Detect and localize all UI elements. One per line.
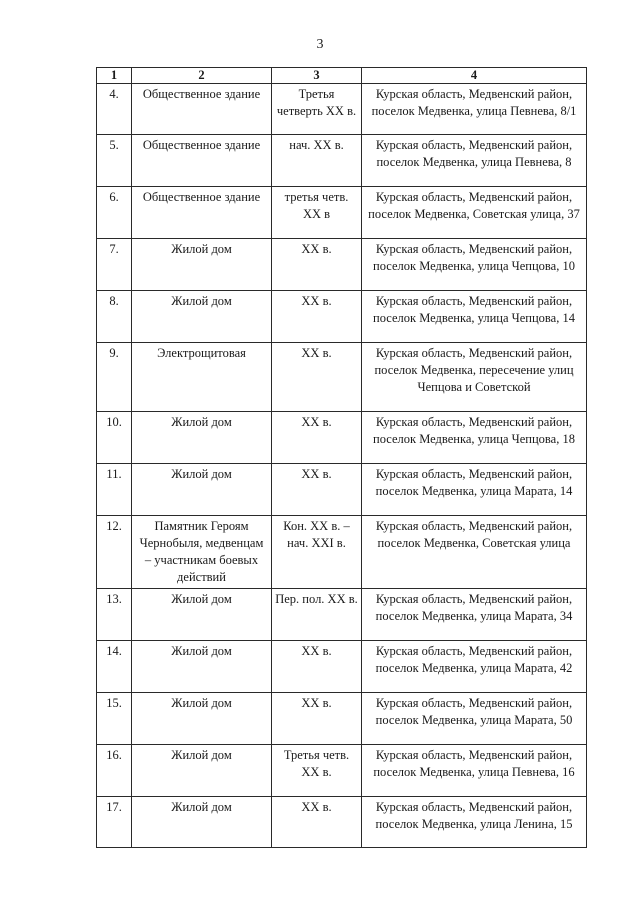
row-number-cell: 14.: [97, 641, 132, 693]
row-number-cell: 9.: [97, 343, 132, 412]
dating-cell: Кон. XX в. – нач. XXI в.: [272, 516, 362, 589]
object-name-cell: Общественное здание: [132, 84, 272, 135]
dating-cell: XX в.: [272, 797, 362, 848]
row-number-cell: 5.: [97, 135, 132, 187]
table-row: [97, 187, 587, 239]
page-number: 3: [316, 37, 324, 52]
column-header-2: 2: [132, 68, 272, 84]
table-row: [97, 797, 587, 848]
object-name-cell: Жилой дом: [132, 291, 272, 343]
row-number-cell: 8.: [97, 291, 132, 343]
table-row: [97, 589, 587, 641]
address-cell: Курская область, Медвенский район, поселок Медвенка, Советская улица, 37: [362, 187, 587, 239]
address-cell: Курская область, Медвенский район, поселок Медвенка, пересечение улиц Чепцова и Советской: [362, 343, 587, 412]
table-header-row: [97, 68, 587, 84]
row-number-cell: 10.: [97, 412, 132, 464]
object-name-cell: Общественное здание: [132, 187, 272, 239]
address-cell: Курская область, Медвенский район, поселок Медвенка, Советская улица: [362, 516, 587, 589]
dating-cell: Пер. пол. XX в.: [272, 589, 362, 641]
row-number-cell: 16.: [97, 745, 132, 797]
row-number-cell: 11.: [97, 464, 132, 516]
row-number-cell: 4.: [97, 84, 132, 135]
dating-cell: нач. XX в.: [272, 135, 362, 187]
dating-cell: XX в.: [272, 343, 362, 412]
address-cell: Курская область, Медвенский район, поселок Медвенка, улица Марата, 34: [362, 589, 587, 641]
table-row: [97, 641, 587, 693]
address-cell: Курская область, Медвенский район, поселок Медвенка, улица Чепцова, 10: [362, 239, 587, 291]
object-name-cell: Жилой дом: [132, 412, 272, 464]
column-header-1: 1: [97, 68, 132, 84]
address-cell: Курская область, Медвенский район, поселок Медвенка, улица Марата, 50: [362, 693, 587, 745]
dating-cell: третья четв. XX в: [272, 187, 362, 239]
object-name-cell: Памятник Героям Чернобыля, медвенцам – участникам боевых действий: [132, 516, 272, 589]
dating-cell: Третья четверть XX в.: [272, 84, 362, 135]
table-row: [97, 412, 587, 464]
object-name-cell: Общественное здание: [132, 135, 272, 187]
address-cell: Курская область, Медвенский район, поселок Медвенка, улица Марата, 42: [362, 641, 587, 693]
address-cell: Курская область, Медвенский район, поселок Медвенка, улица Чепцова, 18: [362, 412, 587, 464]
dating-cell: XX в.: [272, 291, 362, 343]
heritage-objects-table: [96, 67, 587, 848]
object-name-cell: Жилой дом: [132, 641, 272, 693]
table-row: [97, 291, 587, 343]
row-number-cell: 15.: [97, 693, 132, 745]
dating-cell: XX в.: [272, 239, 362, 291]
table-row: [97, 693, 587, 745]
column-header-4: 4: [362, 68, 587, 84]
table-row: [97, 84, 587, 135]
row-number-cell: 7.: [97, 239, 132, 291]
address-cell: Курская область, Медвенский район, поселок Медвенка, улица Певнева, 8: [362, 135, 587, 187]
object-name-cell: Жилой дом: [132, 745, 272, 797]
table-row: [97, 516, 587, 589]
object-name-cell: Жилой дом: [132, 797, 272, 848]
address-cell: Курская область, Медвенский район, поселок Медвенка, улица Ленина, 15: [362, 797, 587, 848]
object-name-cell: Жилой дом: [132, 693, 272, 745]
object-name-cell: Жилой дом: [132, 239, 272, 291]
object-name-cell: Электрощитовая: [132, 343, 272, 412]
table-row: [97, 464, 587, 516]
row-number-cell: 17.: [97, 797, 132, 848]
object-name-cell: Жилой дом: [132, 464, 272, 516]
dating-cell: Третья четв. XX в.: [272, 745, 362, 797]
table-row: [97, 135, 587, 187]
row-number-cell: 6.: [97, 187, 132, 239]
table-body: [97, 84, 587, 848]
row-number-cell: 13.: [97, 589, 132, 641]
object-name-cell: Жилой дом: [132, 589, 272, 641]
dating-cell: XX в.: [272, 412, 362, 464]
address-cell: Курская область, Медвенский район, поселок Медвенка, улица Певнева, 16: [362, 745, 587, 797]
table-row: [97, 745, 587, 797]
address-cell: Курская область, Медвенский район, поселок Медвенка, улица Марата, 14: [362, 464, 587, 516]
table-row: [97, 239, 587, 291]
row-number-cell: 12.: [97, 516, 132, 589]
dating-cell: XX в.: [272, 641, 362, 693]
address-cell: Курская область, Медвенский район, поселок Медвенка, улица Чепцова, 14: [362, 291, 587, 343]
table-row: [97, 343, 587, 412]
column-header-3: 3: [272, 68, 362, 84]
address-cell: Курская область, Медвенский район, поселок Медвенка, улица Певнева, 8/1: [362, 84, 587, 135]
dating-cell: XX в.: [272, 693, 362, 745]
dating-cell: XX в.: [272, 464, 362, 516]
